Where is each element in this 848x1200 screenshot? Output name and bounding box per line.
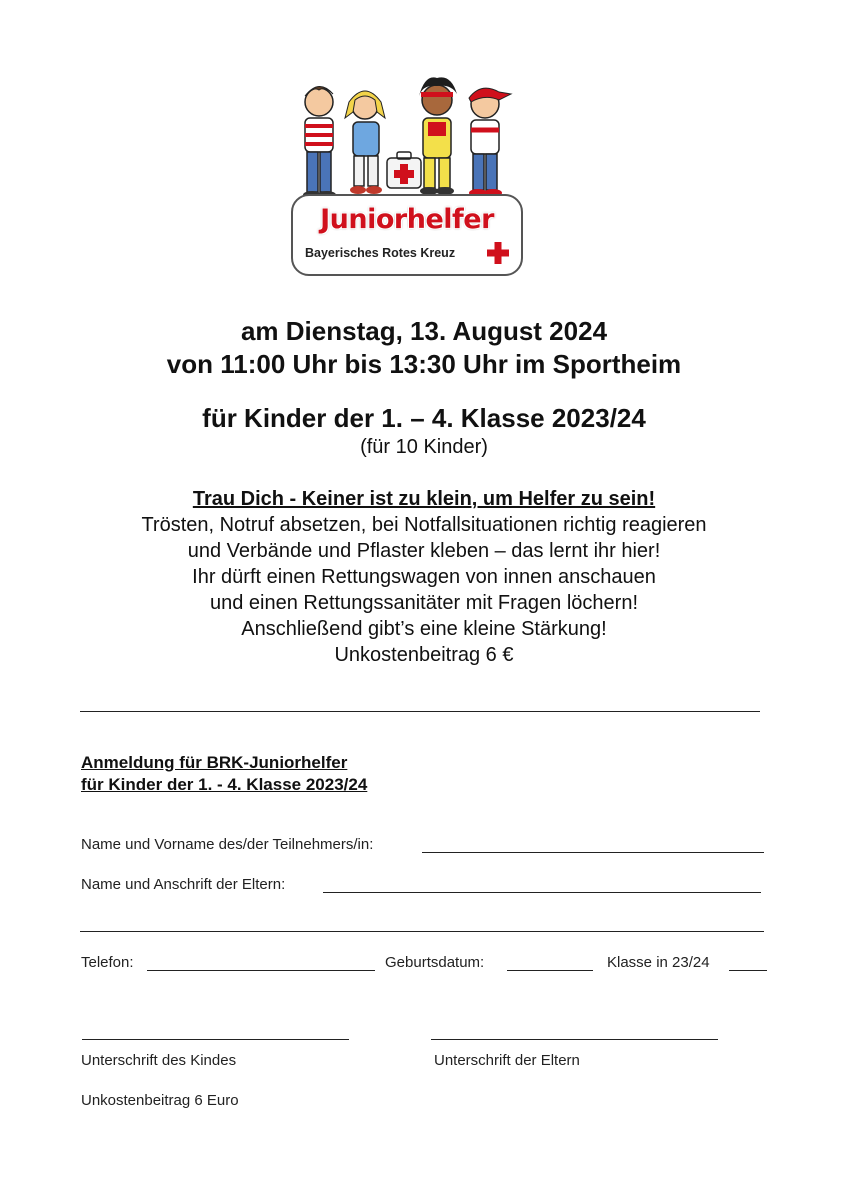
parent-signature-field[interactable] — [431, 1039, 718, 1040]
description-line: Trösten, Notruf absetzen, bei Notfallsituationen richtig reagieren — [141, 514, 707, 536]
phone-label: Telefon: — [81, 954, 134, 971]
class-label: Klasse in 23/24 — [607, 954, 710, 971]
description-line: und Verbände und Pflaster kleben – das lernt ihr hier! — [187, 540, 661, 562]
participant-name-field[interactable] — [422, 852, 764, 853]
red-cross-icon — [487, 242, 509, 264]
slogan: Trau Dich - Keiner ist zu klein, um Helfer zu sein! — [192, 488, 656, 510]
form-subheading: für Kinder der 1. - 4. Klasse 2023/24 — [81, 775, 368, 794]
description-line: Anschließend gibt’s eine kleine Stärkung! — [241, 618, 607, 640]
description-line: und einen Rettungssanitäter mit Fragen löchern! — [209, 592, 639, 614]
birthdate-label: Geburtsdatum: — [385, 954, 485, 971]
section-divider — [80, 711, 760, 712]
parents-address-label: Name und Anschrift der Eltern: — [81, 876, 286, 893]
logo-title: Juniorhelfer — [320, 204, 494, 235]
phone-field[interactable] — [147, 970, 375, 971]
participant-name-label: Name und Vorname des/der Teilnehmers/in: — [81, 836, 374, 853]
child-signature-label: Unterschrift des Kindes — [81, 1052, 237, 1069]
event-capacity: (für 10 Kinder) — [360, 436, 488, 458]
event-time-location: von 11:00 Uhr bis 13:30 Uhr im Sportheim — [166, 349, 682, 379]
fee-note: Unkostenbeitrag 6 Euro — [81, 1092, 239, 1109]
kids-illustration — [285, 72, 527, 202]
description-line: Ihr dürft einen Rettungswagen von innen anschauen — [192, 566, 656, 588]
logo-badge — [291, 194, 523, 276]
parent-signature-label: Unterschrift der Eltern — [434, 1052, 580, 1069]
juniorhelfer-logo — [285, 72, 527, 278]
logo-subtitle: Bayerisches Rotes Kreuz — [305, 246, 456, 260]
birthdate-field[interactable] — [507, 970, 593, 971]
parents-address-field[interactable] — [323, 892, 761, 893]
parents-address-field-line2[interactable] — [80, 931, 764, 932]
event-date: am Dienstag, 13. August 2024 — [240, 316, 608, 346]
fee-line: Unkostenbeitrag 6 € — [334, 644, 514, 666]
class-field[interactable] — [729, 970, 767, 971]
child-signature-field[interactable] — [82, 1039, 349, 1040]
event-audience: für Kinder der 1. – 4. Klasse 2023/24 — [202, 403, 646, 433]
form-heading: Anmeldung für BRK-Juniorhelfer — [81, 753, 348, 772]
